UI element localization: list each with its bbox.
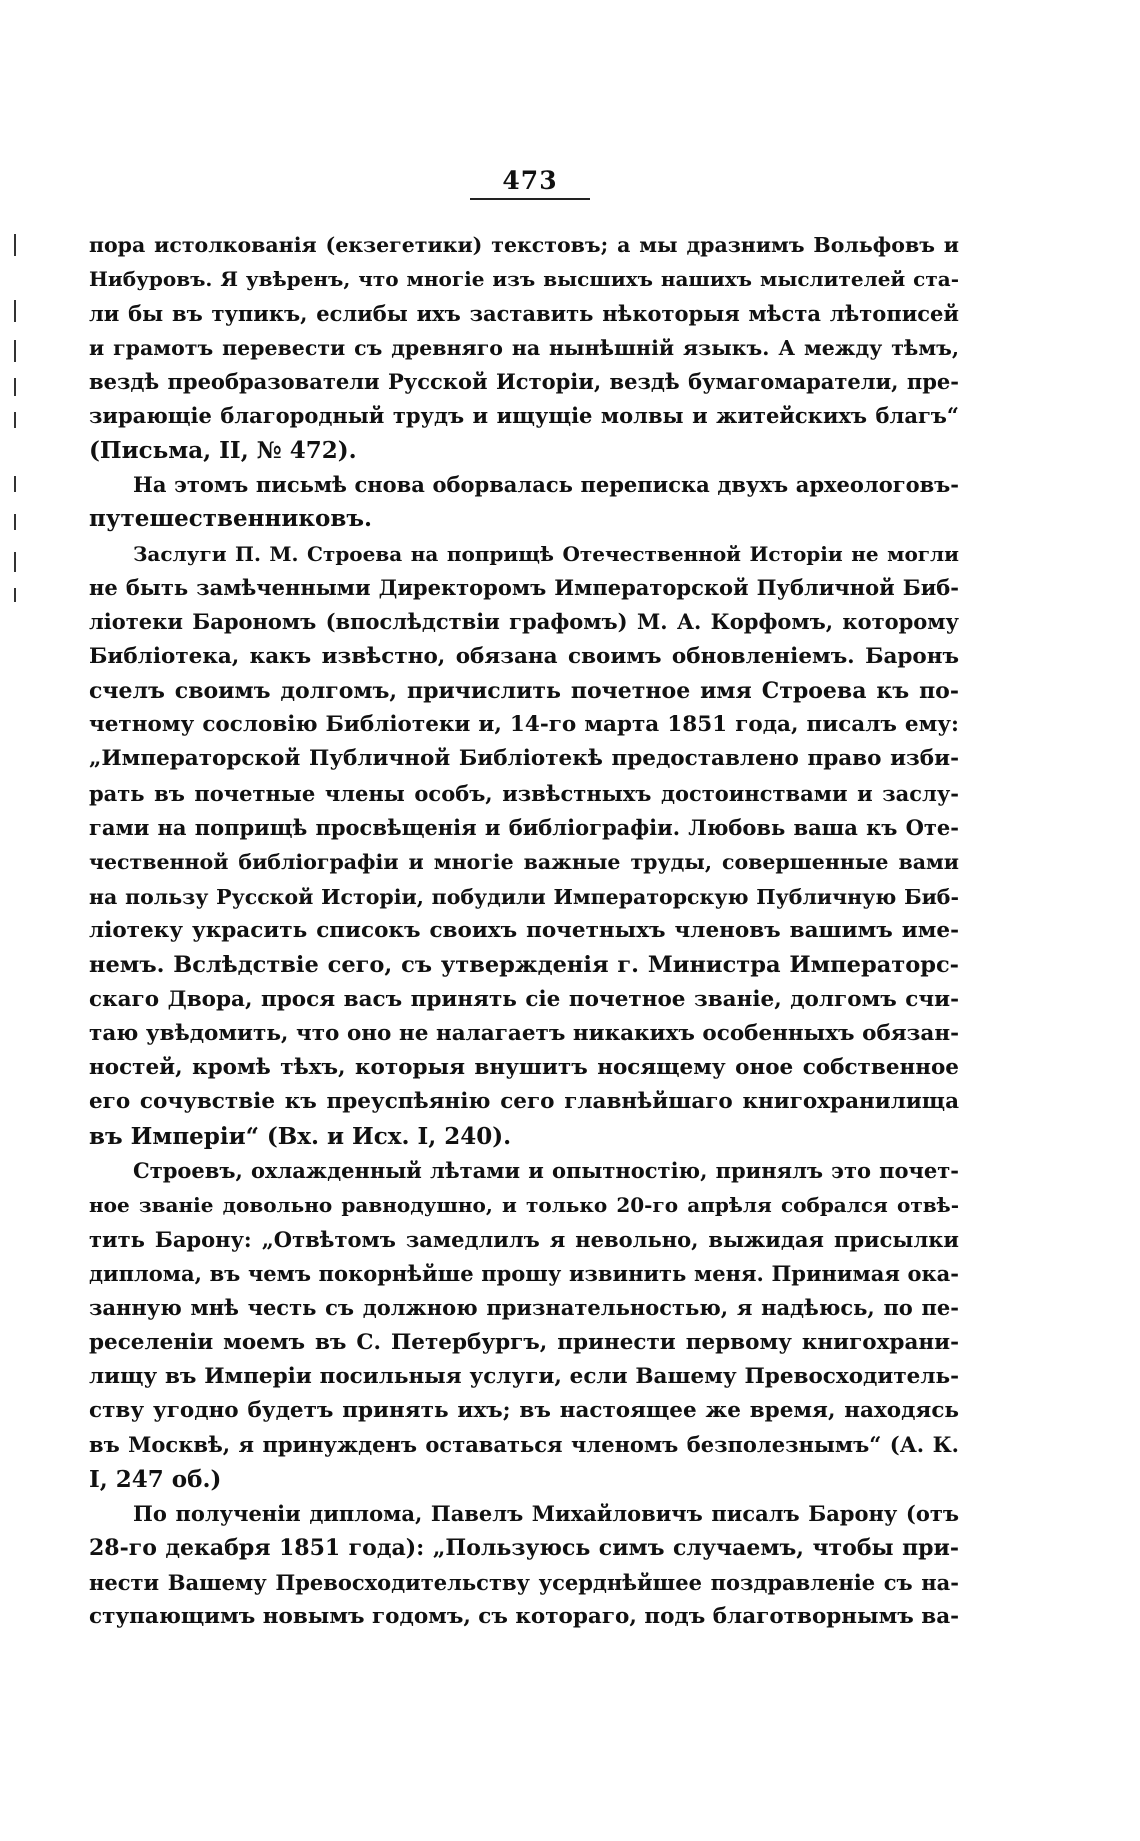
margin-mark <box>14 340 16 362</box>
text-line: путешественниковъ. <box>89 505 372 533</box>
text-line: рать въ почетные члены особъ, извѣстныхъ достоинствами и заслу- <box>89 780 959 806</box>
text-line: ностей, кромѣ тѣхъ, которыя внушитъ носящему оное собственное <box>89 1055 959 1081</box>
margin-mark <box>14 300 16 322</box>
text-line: Библіотека, какъ извѣстно, обязана своимъ обновленіемъ. Баронъ <box>89 643 959 669</box>
text-line: Строевъ, охлажденный лѣтами и опытностію, принялъ это почет- <box>133 1158 959 1184</box>
text-line: ліотеки Барономъ (впослѣдствіи графомъ) М. А. Корфомъ, которому <box>89 609 959 635</box>
text-line: скаго Двора, прося васъ принять сіе почетное званіе, долгомъ счи- <box>89 986 959 1012</box>
margin-mark <box>14 476 16 492</box>
text-line: На этомъ письмѣ снова оборвалась переписка двухъ археологовъ- <box>133 472 959 498</box>
margin-mark <box>14 588 16 602</box>
margin-mark <box>14 234 16 256</box>
text-line: диплома, въ чемъ покорнѣйше прошу извинить меня. Принимая ока- <box>89 1260 959 1286</box>
text-line: реселеніи моемъ въ С. Петербургъ, принести первому книгохрани- <box>89 1329 959 1355</box>
margin-mark <box>14 514 16 530</box>
text-line: Заслуги П. М. Строева на поприщѣ Отечественной Исторіи не могли <box>133 541 959 566</box>
text-line: на пользу Русской Исторіи, побудили Императорскую Публичную Биб- <box>89 884 959 909</box>
text-line: таю увѣдомить, что оно не налагаетъ никакихъ особенныхъ обязан- <box>89 1020 959 1046</box>
text-line: занную мнѣ честь съ должною признательностью, я надѣюсь, по пе- <box>89 1295 959 1321</box>
text-line: счелъ своимъ долгомъ, причислить почетное имя Строева къ по- <box>89 677 959 704</box>
text-line: въ Имперіи“ (Вх. и Исх. I, 240). <box>89 1122 512 1150</box>
text-line: вездѣ преобразователи Русской Исторіи, вездѣ бумагомаратели, пре- <box>89 369 959 395</box>
text-body <box>89 228 959 1634</box>
text-line: ли бы въ тупикъ, еслибы ихъ заставить нѣкоторыя мѣста лѣтописей <box>89 300 959 326</box>
text-line: немъ. Вслѣдствіе сего, съ утвержденія г. Министра Императорс- <box>89 952 959 979</box>
margin-mark <box>14 412 16 428</box>
text-line: Нибуровъ. Я увѣренъ, что многіе изъ высшихъ нашихъ мыслителей ста- <box>89 267 959 292</box>
text-line: лищу въ Имперіи посильныя услуги, если Вашему Превосходитель- <box>89 1363 959 1389</box>
text-line: 28-го декабря 1851 года): „Пользуюсь симъ случаемъ, чтобы при- <box>89 1535 959 1562</box>
margin-mark <box>14 378 16 396</box>
text-line: „Императорской Публичной Библіотекѣ предоставлено право изби- <box>89 746 959 772</box>
text-line: пора истолкованія (екзегетики) текстовъ; а мы дразнимъ Вольфовъ и <box>89 233 959 257</box>
text-line: чественной библіографіи и многіе важные труды, совершенные вами <box>89 850 959 875</box>
text-line: ству угодно будетъ принять ихъ; въ настоящее же время, находясь <box>89 1398 959 1424</box>
text-line: I, 247 об.) <box>89 1465 222 1493</box>
text-line: По полученіи диплома, Павелъ Михайловичъ писалъ Барону (отъ <box>133 1500 959 1526</box>
text-line: и грамотъ перевести съ древняго на нынѣшній языкъ. А между тѣмъ, <box>89 335 959 360</box>
text-line: ступающимъ новымъ годомъ, съ котораго, подъ благотворнымъ ва- <box>89 1603 959 1629</box>
margin-mark <box>14 552 16 572</box>
page-number: 473 <box>502 166 558 195</box>
text-line: тить Барону: „Отвѣтомъ замедлилъ я невольно, выжидая присылки <box>89 1226 959 1252</box>
text-line: ное званіе довольно равнодушно, и только 20-го апрѣля собрался отвѣ- <box>89 1193 959 1218</box>
text-line: въ Москвѣ, я принужденъ оставаться членомъ безполезнымъ“ (А. К. <box>89 1432 959 1458</box>
text-line: ліотеку украсить списокъ своихъ почетныхъ членовъ вашимъ име- <box>89 917 959 943</box>
text-line: четному сословію Библіотеки и, 14-го марта 1851 года, писалъ ему: <box>89 712 959 738</box>
page-number-rule <box>470 198 590 200</box>
text-line: гами на поприщѣ просвѣщенія и библіографіи. Любовь ваша къ Оте- <box>89 815 959 841</box>
text-line: зирающіе благородный трудъ и ищущіе молвы и житейскихъ благъ“ <box>89 403 959 429</box>
text-line: нести Вашему Превосходительству усерднѣйшее поздравленіе съ на- <box>89 1569 959 1595</box>
text-line: его сочувствіе къ преуспѣянію сего главнѣйшаго книгохранилища <box>89 1089 959 1115</box>
text-line: не быть замѣченными Директоромъ Императорской Публичной Биб- <box>89 574 959 600</box>
text-line: (Письма, II, № 472). <box>89 436 357 464</box>
